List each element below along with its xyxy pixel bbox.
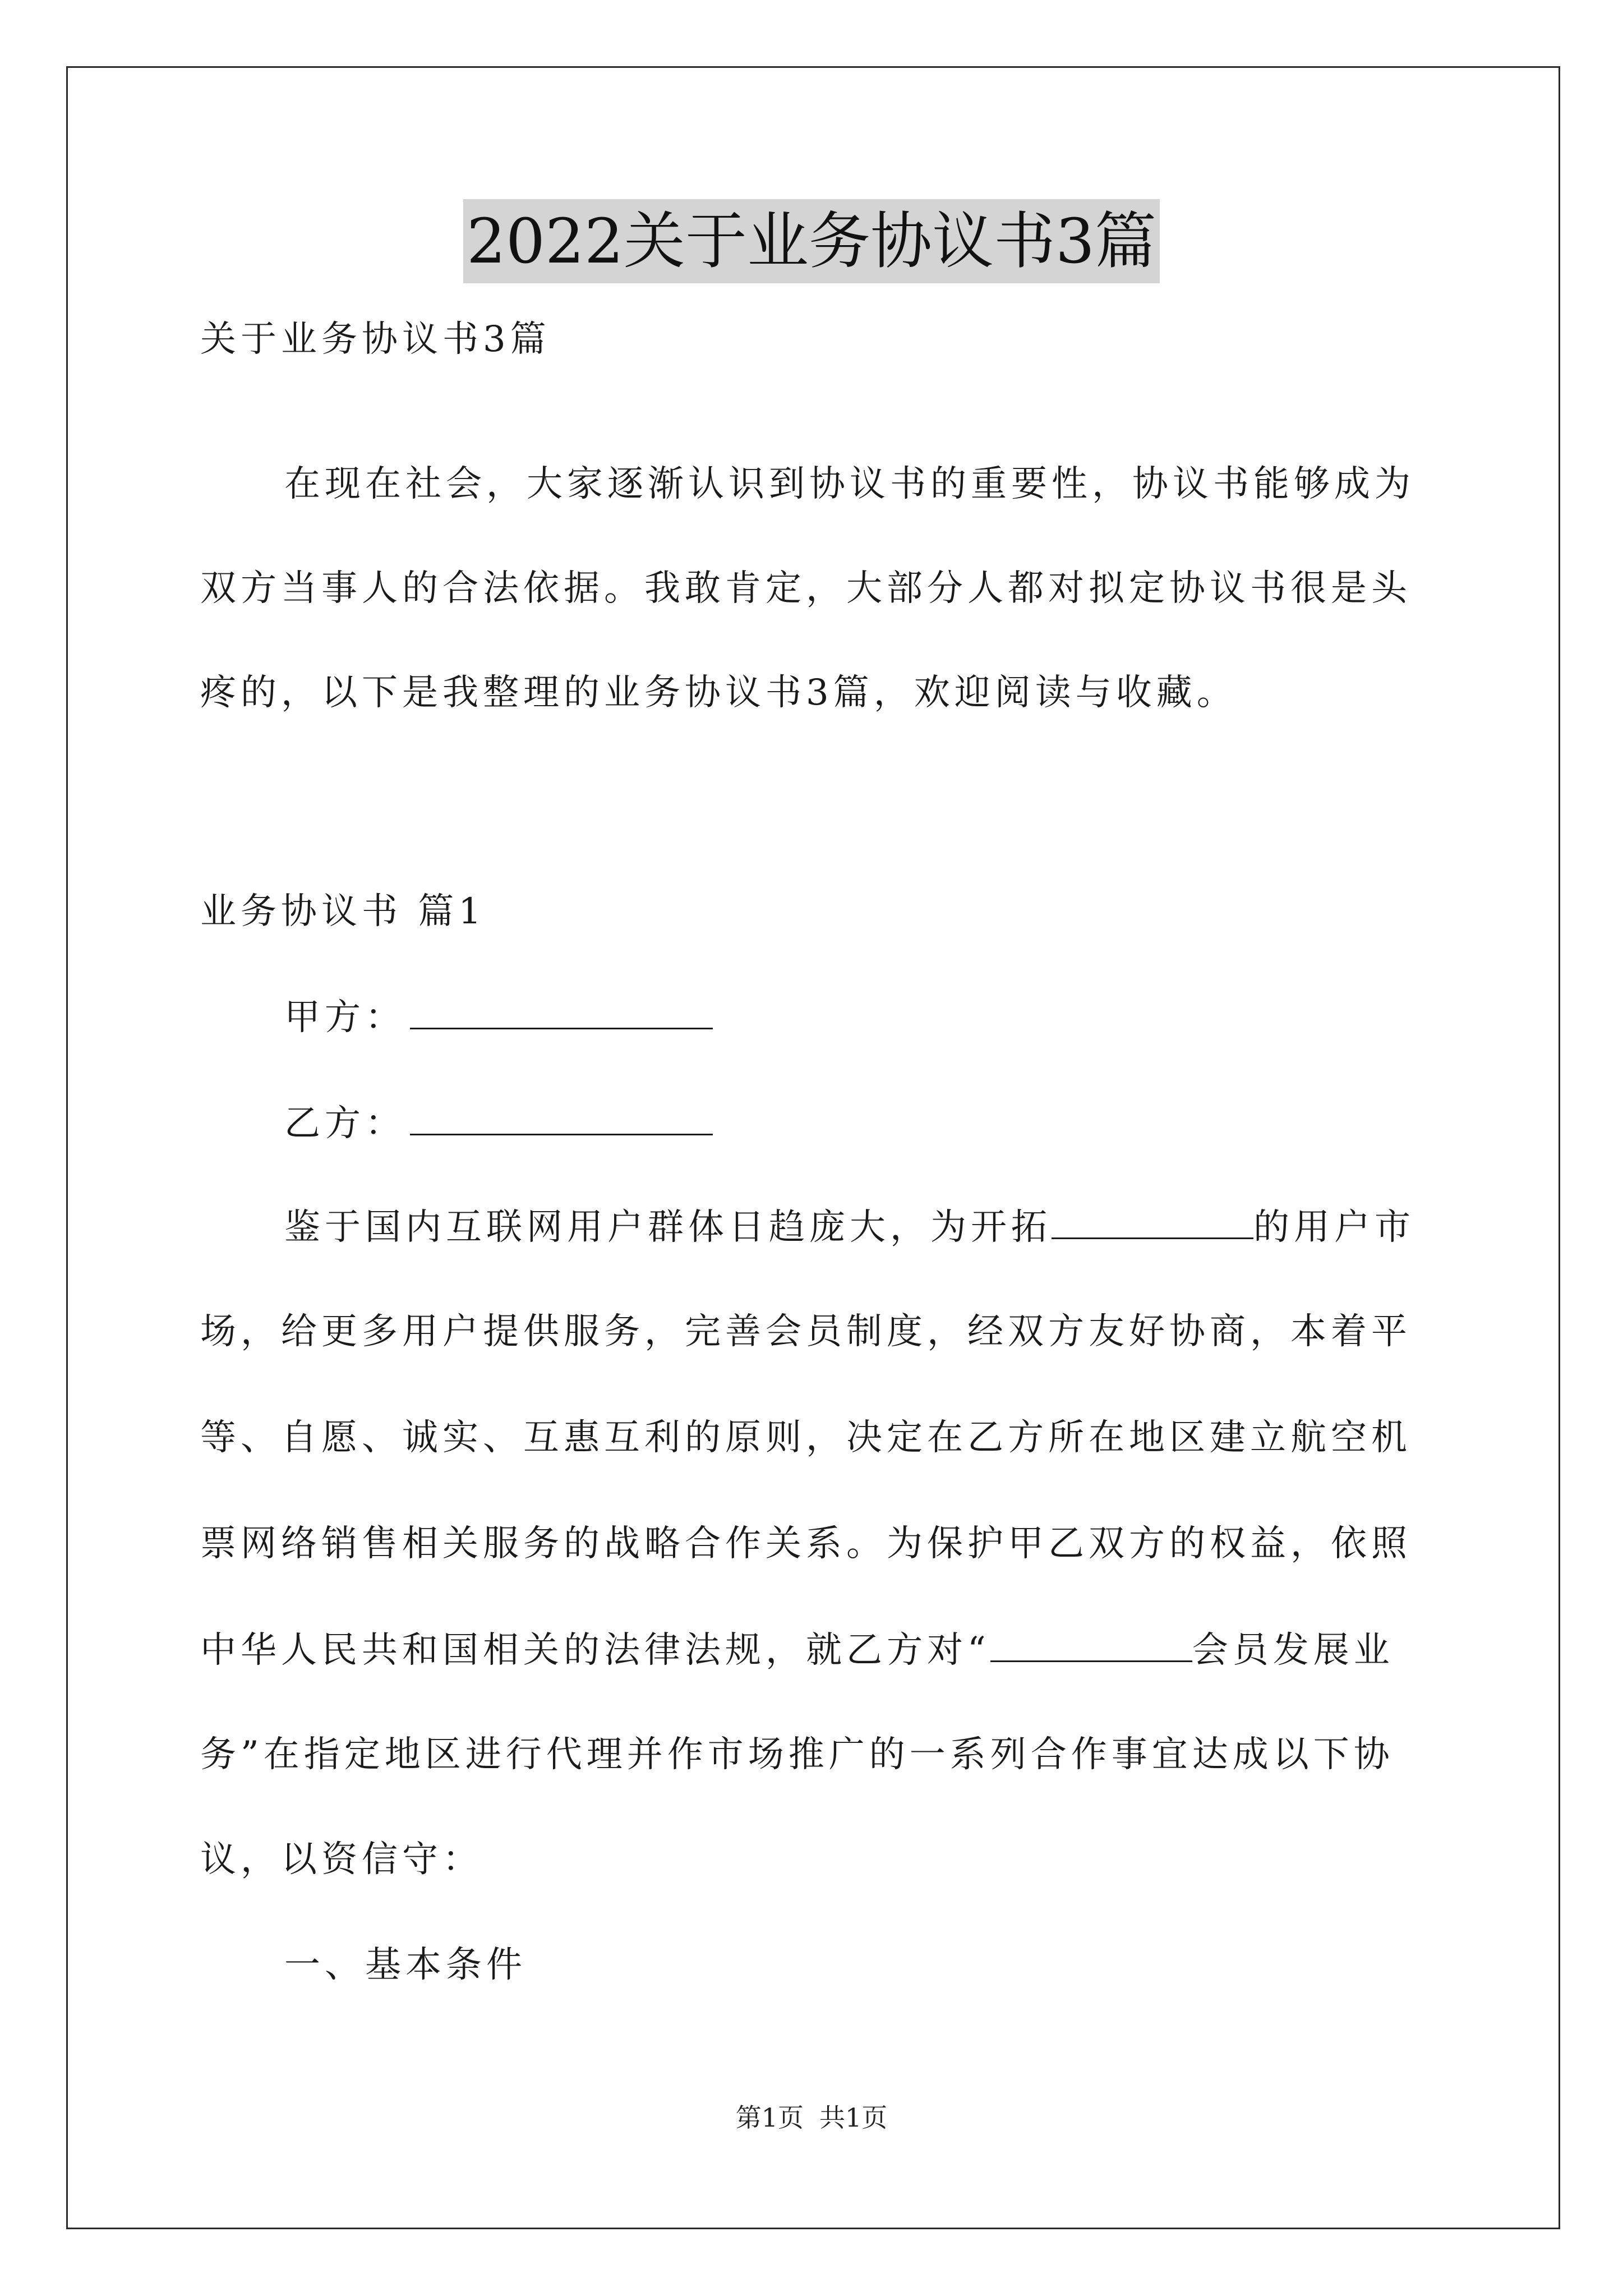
intro-line-1: 在现在社会，大家逐渐认识到协议书的重要性，协议书能够成为 <box>284 463 1415 505</box>
body-line-1-start: 鉴于国内互联网用户群体日趋庞大，为开拓 <box>284 1207 1052 1248</box>
party-a-label: 甲方： <box>284 997 405 1038</box>
body-line-1-blank[interactable] <box>1052 1200 1253 1239</box>
page-number-current: 第1页 <box>735 2102 804 2133</box>
body-line-4: 票网络销售相关服务的战略合作关系。为保护甲乙双方的权益，依照 <box>200 1523 1412 1565</box>
body-line-1 <box>284 1200 1513 1253</box>
party-a-row <box>284 991 1513 1043</box>
party-a-blank[interactable] <box>410 991 713 1029</box>
page-footer <box>0 2101 1623 2134</box>
party-b-blank[interactable] <box>410 1097 713 1135</box>
body-line-5-end: 会员发展业 <box>1192 1630 1394 1671</box>
party-b-label: 乙方： <box>284 1103 405 1144</box>
body-line-1-end: 的用户市 <box>1253 1207 1415 1248</box>
page-number-total: 共1页 <box>819 2102 888 2133</box>
body-line-7: 议，以资信守： <box>200 1839 483 1880</box>
document-title: 2022关于业务协议书3篇 <box>463 199 1160 283</box>
intro-line-2: 双方当事人的合法依据。我敢肯定，大部分人都对拟定协议书很是头 <box>200 568 1412 609</box>
body-line-5-start: 中华人民共和国相关的法律法规，就乙方对“ <box>200 1630 990 1671</box>
section-heading: 业务协议书 篇1 <box>200 891 486 932</box>
intro-line-3: 疼的，以下是我整理的业务协议书3篇，欢迎阅读与收藏。 <box>200 672 1237 714</box>
body-line-6: 务”在指定地区进行代理并作市场推广的一系列合作事宜达成以下协 <box>200 1734 1394 1775</box>
title-container <box>0 199 1623 283</box>
body-line-5 <box>200 1623 1428 1676</box>
party-b-row <box>284 1097 1513 1149</box>
body-line-2: 场，给更多用户提供服务，完善会员制度，经双方友好协商，本着平 <box>200 1311 1412 1352</box>
document-subtitle: 关于业务协议书3篇 <box>200 319 551 360</box>
body-line-5-blank[interactable] <box>990 1623 1192 1662</box>
body-line-3: 等、自愿、诚实、互惠互利的原则，决定在乙方所在地区建立航空机 <box>200 1417 1412 1458</box>
clause-heading: 一、基本条件 <box>284 1944 527 1986</box>
